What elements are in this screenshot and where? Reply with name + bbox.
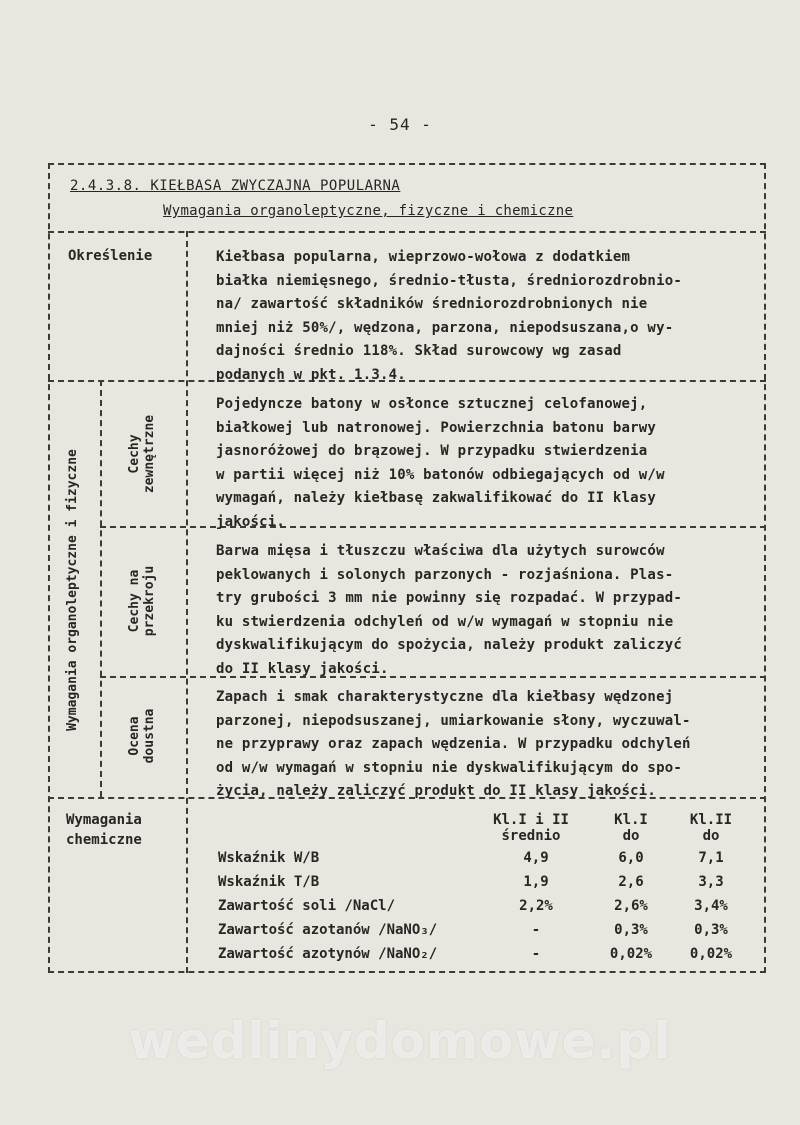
row-name: Wskaźnik T/B	[218, 874, 320, 890]
row-value-class1: 2,6%	[614, 898, 648, 914]
row-value-avg: 2,2%	[519, 898, 553, 914]
row-value-avg: 4,9	[523, 850, 549, 866]
row-value-class2: 0,02%	[689, 946, 733, 962]
row-value-avg: 1,9	[523, 874, 549, 890]
definition-text: Kiełbasa popularna, wieprzowo-wołowa z dodatkiem białka niemięsnego, średnio-tłusta, średniorozdrobnio- na/ zawartość składników średniorozdrobnionych nie mniej niż 50%/, wędzona, parzona, niepodsuszana,o wy- dajności średnio 118%. Skład surowcowy wg zasad podanych w pkt. 1.3.4.	[216, 249, 682, 383]
column-header: Kl.II do	[689, 812, 733, 844]
cross-section-text: Barwa mięsa i tłuszczu właściwa dla użytych surowców peklowanych i solonych parzonych - rozjaśniona. Plas- try grubości 3 mm nie powinny się rozpadać. W przypad- ku stwierdzenia odchyleń od w/w wymagań w stopniu nie dyskwalifikującym do spożycia, należy produkt zaliczyć do II klasy jakości.	[216, 543, 682, 677]
column-header: Kl.I do	[614, 812, 648, 844]
row-value-avg: -	[531, 946, 541, 962]
section-title: 2.4.3.8. KIEŁBASA ZWYCZAJNA POPULARNA	[70, 178, 401, 194]
section-subtitle: Wymagania organoleptyczne, fizyczne i chemiczne	[163, 203, 574, 219]
divider	[186, 231, 188, 973]
row-name: Zawartość azotanów /NaNO₃/	[218, 922, 438, 938]
chemical-label: Wymagania chemiczne	[66, 812, 142, 848]
column-header: Kl.I i II średnio	[493, 812, 569, 844]
row-value-class2: 3,4%	[694, 898, 728, 914]
oral-assessment-label: Ocena doustna	[127, 708, 157, 764]
divider	[48, 231, 766, 233]
page-number: - 54 -	[368, 115, 432, 134]
external-features-text: Pojedyncze batony w osłonce sztucznej celofanowej, białkowej lub natronowej. Powierzchnia batonu barwy jasnoróżowej do brązowej. W przypadku stwierdzenia w partii więcej niż 10% batonów odbiegających od w/w wymagań, należy kiełbasę zakwalifikować do II klasy jakości.	[216, 396, 665, 530]
row-value-class2: 7,1	[698, 850, 724, 866]
row-name: Zawartość azotynów /NaNO₂/	[218, 946, 438, 962]
row-name: Wskaźnik W/B	[218, 850, 320, 866]
row-value-class1: 6,0	[618, 850, 644, 866]
external-features-label: Cechy zewnętrzne	[127, 414, 157, 494]
oral-assessment-text: Zapach i smak charakterystyczne dla kiełbasy wędzonej parzonej, niepodsuszanej, umiarkowanie słony, wyczuwal- ne przyprawy oraz zapach wędzenia. W przypadku odchyleń od w/w wymagań w stopniu nie dyskwalifikującym do spo- życia, należy zaliczyć produkt do II klasy jakości.	[216, 689, 691, 800]
row-name: Zawartość soli /NaCl/	[218, 898, 396, 914]
row-value-class1: 2,6	[618, 874, 644, 890]
row-value-class1: 0,02%	[609, 946, 653, 962]
row-value-class1: 0,3%	[614, 922, 648, 938]
row-value-class2: 3,3	[698, 874, 724, 890]
cross-section-label: Cechy na przekroju	[127, 565, 157, 637]
watermark: wedlinydomowe.pl	[128, 1012, 672, 1070]
divider	[100, 380, 102, 797]
row-value-avg: -	[531, 922, 541, 938]
row-value-class2: 0,3%	[694, 922, 728, 938]
organoleptic-group-label: Wymagania organoleptyczne i fizyczne	[65, 449, 80, 731]
definition-label: Określenie	[68, 248, 153, 264]
